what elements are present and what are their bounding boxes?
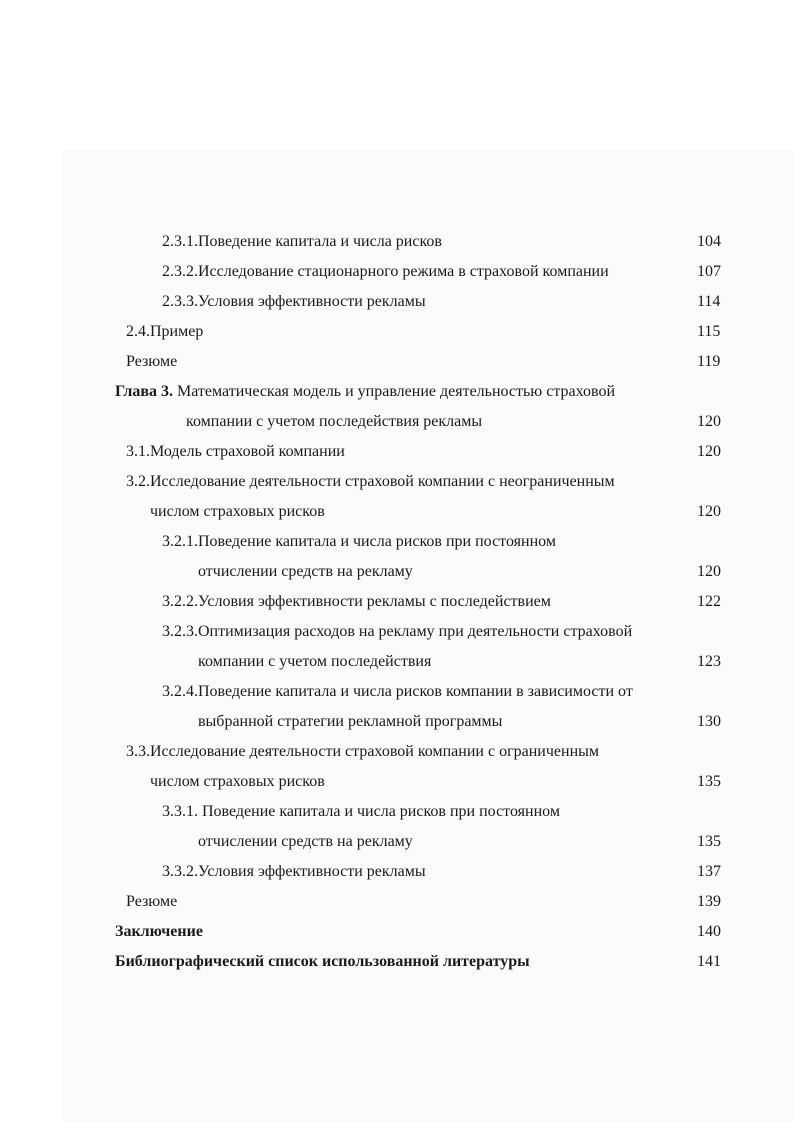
toc-entry-page: 135: [697, 773, 721, 790]
toc-chapter-heading: [0, 380, 793, 404]
toc-entry: [0, 710, 793, 734]
chapter-label: Глава 3.: [115, 383, 173, 400]
toc-entry-title: 3.2.4.Поведение капитала и числа рисков компании в зависимости от: [162, 683, 633, 700]
toc-entry-title: числом страховых рисков: [150, 503, 325, 520]
toc-entry-title: Заключение: [115, 923, 203, 940]
toc-entry-title: компании с учетом последействия: [198, 653, 432, 670]
toc-entry-page: 120: [697, 563, 721, 580]
toc-entry: [0, 680, 793, 704]
toc-entry-title: Резюме: [126, 353, 178, 370]
toc-entry-page: 141: [697, 953, 721, 970]
toc-entry: [0, 470, 793, 494]
toc-entry-page: 120: [697, 443, 721, 460]
toc-entry: [0, 620, 793, 644]
toc-entry-title: 3.2.2.Условия эффективности рекламы с последействием: [162, 593, 551, 610]
toc-entry-title: [115, 380, 615, 404]
toc-entry: [0, 740, 793, 764]
toc-entry-page: 123: [697, 653, 721, 670]
toc-entry-title: числом страховых рисков: [150, 773, 325, 790]
toc-entry-title: выбранной стратегии рекламной программы: [198, 713, 503, 730]
toc-entry-title: 2.4.Пример: [126, 323, 204, 340]
toc-entry: [0, 410, 793, 434]
toc-entry-title: 3.3.1. Поведение капитала и числа рисков при постоянном: [162, 803, 560, 820]
toc-entry: [0, 770, 793, 794]
toc-entry-title: отчислении средств на рекламу: [198, 563, 413, 580]
toc-entry: [0, 230, 793, 254]
toc-entry-title: компании с учетом последействия рекламы: [186, 413, 483, 430]
toc-entry: [0, 590, 793, 614]
toc-entry: [0, 920, 793, 944]
toc-entry: [0, 350, 793, 374]
toc-entry-title: 3.3.2.Условия эффективности рекламы: [162, 863, 426, 880]
toc-entry: [0, 890, 793, 914]
toc-entry: [0, 260, 793, 284]
toc-entry-title: Резюме: [126, 893, 178, 910]
toc-entry-page: 107: [697, 263, 721, 280]
toc-entry: [0, 860, 793, 884]
toc-entry-page: 135: [697, 833, 721, 850]
toc-entry: [0, 650, 793, 674]
toc-entry: [0, 500, 793, 524]
toc-entry-title: 3.2.Исследование деятельности страховой компании с неограниченным: [126, 473, 615, 490]
toc-entry-title: Библиографический список использованной литературы: [115, 953, 530, 970]
toc-entry-title: 3.2.3.Оптимизация расходов на рекламу при деятельности страховой: [162, 623, 633, 640]
toc-entry-page: 122: [697, 593, 721, 610]
toc-entry-page: 114: [697, 293, 721, 310]
toc-entry-title: 3.3.Исследование деятельности страховой компании с ограниченным: [126, 743, 599, 760]
toc-entry: [0, 800, 793, 824]
toc-entry: [0, 530, 793, 554]
toc-entry-title: отчислении средств на рекламу: [198, 833, 413, 850]
toc-entry-title: 3.2.1.Поведение капитала и числа рисков при постоянном: [162, 533, 556, 550]
chapter-title: Математическая модель и управление деятельностью страховой: [173, 383, 616, 400]
toc-entry: [0, 560, 793, 584]
toc-entry-title: 2.3.1.Поведение капитала и числа рисков: [162, 233, 442, 250]
toc-entry-page: 104: [697, 233, 721, 250]
toc-entry: [0, 950, 793, 974]
toc-entry-page: 119: [697, 353, 721, 370]
toc-entry-page: 139: [697, 893, 721, 910]
toc-entry-title: 3.1.Модель страховой компании: [126, 443, 345, 460]
toc-entry: [0, 290, 793, 314]
toc-entry: [0, 320, 793, 344]
toc-entry-page: 140: [697, 923, 721, 940]
toc-entry-page: 115: [697, 323, 721, 340]
toc-entry-page: 120: [697, 503, 721, 520]
toc-entry: [0, 440, 793, 464]
toc-entry: [0, 830, 793, 854]
toc-entry-page: 130: [697, 713, 721, 730]
toc-entry-title: 2.3.2.Исследование стационарного режима в страховой компании: [162, 263, 609, 280]
toc-entry-title: 2.3.3.Условия эффективности рекламы: [162, 293, 426, 310]
toc-entry-page: 120: [697, 413, 721, 430]
toc-entry-page: 137: [697, 863, 721, 880]
